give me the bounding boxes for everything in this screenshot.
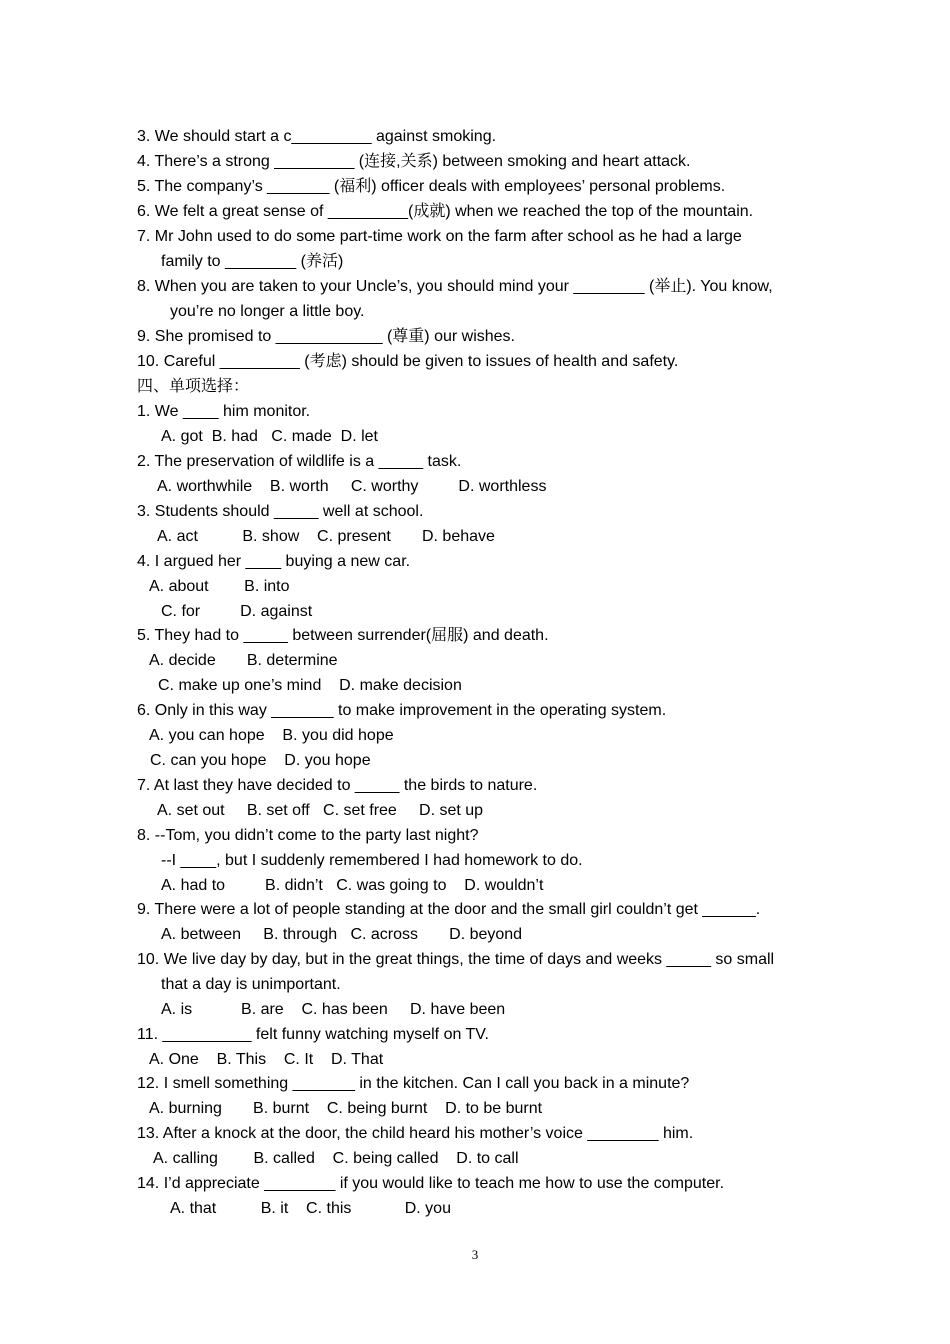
options-line: A. worthwhile B. worth C. worthy D. worthless: [157, 478, 547, 495]
question-line: 12. I smell something _______ in the kitchen. Can I call you back in a minute?: [137, 1075, 690, 1092]
question-line: 8. When you are taken to your Uncle’s, you should mind your ________ (举止). You know,: [137, 278, 773, 295]
question-line: 1. We ____ him monitor.: [137, 403, 311, 420]
question-line: 9. She promised to ____________ (尊重) our wishes.: [137, 328, 515, 345]
question-line: 6. Only in this way _______ to make improvement in the operating system.: [137, 702, 667, 719]
section-title: 四、单项选择：: [137, 378, 250, 395]
page-number: 3: [471, 1247, 479, 1262]
options-line: A. is B. are C. has been D. have been: [161, 1001, 506, 1018]
question-line: 10. We live day by day, but in the great things, the time of days and weeks _____ so small: [137, 951, 775, 968]
question-line: --I ____, but I suddenly remembered I had homework to do.: [161, 852, 583, 869]
question-line: you’re no longer a little boy.: [170, 303, 365, 320]
question-line: 14. I’d appreciate ________ if you would like to teach me how to use the computer.: [137, 1175, 725, 1192]
options-line: A. you can hope B. you did hope: [149, 727, 394, 744]
options-line: A. had to B. didn’t C. was going to D. wouldn’t: [161, 877, 544, 894]
question-line: 13. After a knock at the door, the child heard his mother’s voice ________ him.: [137, 1125, 694, 1142]
options-line: C. can you hope D. you hope: [150, 752, 371, 769]
question-line: 3. We should start a c_________ against smoking.: [137, 128, 497, 145]
options-line: A. calling B. called C. being called D. to call: [153, 1150, 519, 1167]
question-line: family to ________ (养活): [161, 253, 344, 270]
question-line: 4. I argued her ____ buying a new car.: [137, 553, 411, 570]
question-line: 3. Students should _____ well at school.: [137, 503, 424, 520]
question-line: 5. They had to _____ between surrender(屈服) and death.: [137, 627, 549, 644]
question-line: 6. We felt a great sense of _________(成就) when we reached the top of the mountain.: [137, 203, 754, 220]
options-line: A. that B. it C. this D. you: [170, 1200, 451, 1217]
options-line: A. got B. had C. made D. let: [161, 428, 378, 445]
options-line: C. for D. against: [161, 603, 313, 620]
question-line: 4. There’s a strong _________ (连接,关系) between smoking and heart attack.: [137, 153, 691, 170]
options-line: C. make up one’s mind D. make decision: [158, 677, 462, 694]
options-line: A. One B. This C. It D. That: [149, 1051, 384, 1068]
options-line: A. set out B. set off C. set free D. set up: [157, 802, 484, 819]
question-line: 8. --Tom, you didn’t come to the party last night?: [137, 827, 479, 844]
question-line: 5. The company’s _______ (福利) officer deals with employees’ personal problems.: [137, 178, 726, 195]
question-line: 2. The preservation of wildlife is a _____ task.: [137, 453, 462, 470]
question-line: that a day is unimportant.: [161, 976, 341, 993]
question-line: 7. At last they have decided to _____ the birds to nature.: [137, 777, 538, 794]
options-line: A. about B. into: [149, 578, 290, 595]
question-line: 10. Careful _________ (考虑) should be given to issues of health and safety.: [137, 353, 679, 370]
question-line: 11. __________ felt funny watching myself on TV.: [137, 1026, 489, 1043]
options-line: A. burning B. burnt C. being burnt D. to be burnt: [149, 1100, 543, 1117]
options-line: A. decide B. determine: [149, 652, 338, 669]
options-line: A. act B. show C. present D. behave: [157, 528, 495, 545]
question-line: 7. Mr John used to do some part-time work on the farm after school as he had a large: [137, 228, 742, 245]
options-line: A. between B. through C. across D. beyond: [161, 926, 523, 943]
question-line: 9. There were a lot of people standing at the door and the small girl couldn’t get ______.: [137, 901, 761, 918]
